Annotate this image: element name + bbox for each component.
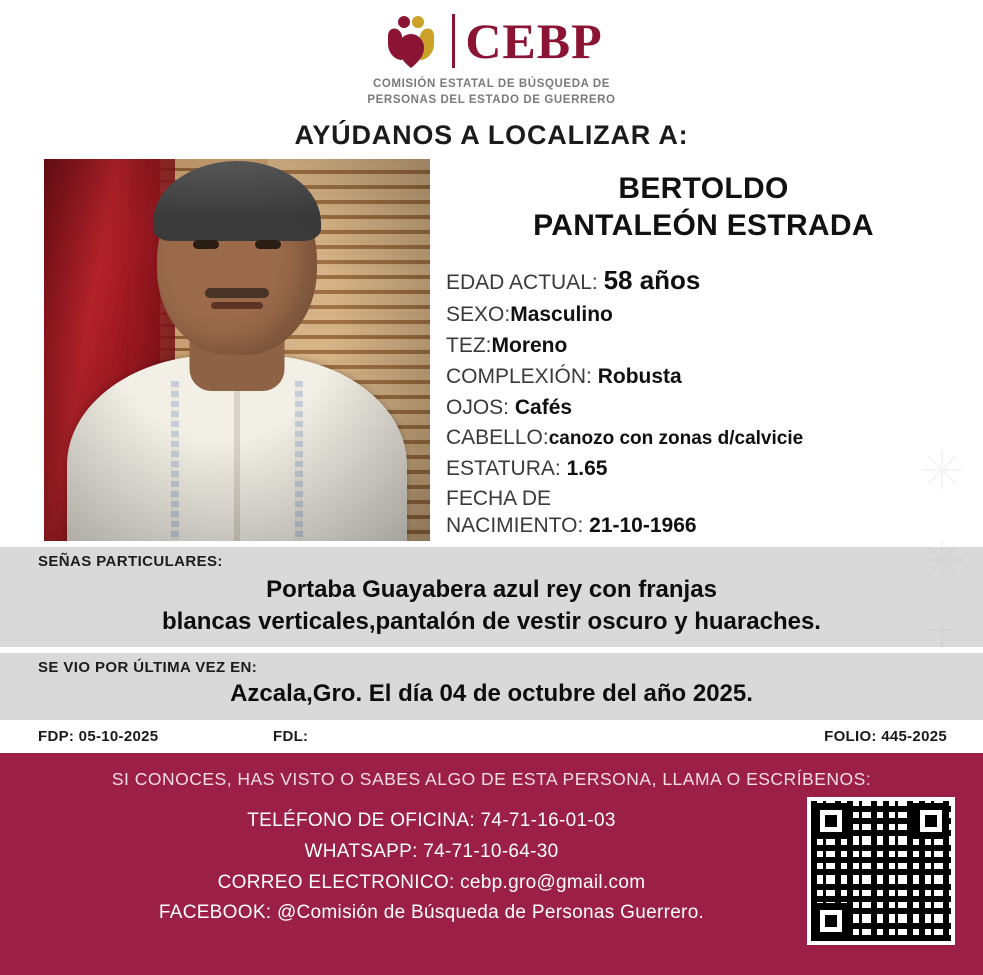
- senas-particulares-line2: blancas verticales,pantalón de vestir oscuro y huaraches.: [162, 607, 821, 635]
- field-complexion: [446, 362, 961, 392]
- field-edad-value: 58 años: [603, 265, 701, 296]
- photo-container: [0, 159, 430, 541]
- field-sexo-label: SEXO:: [446, 303, 511, 327]
- person-name-line2: PANTALEÓN ESTRADA: [533, 208, 874, 242]
- field-cabello-value: canozo con zonas d/calvicie: [548, 428, 804, 450]
- field-complexion-label: COMPLEXIÓN:: [446, 364, 592, 388]
- qr-code-pattern: [811, 801, 951, 941]
- senas-particulares-label: SEÑAS PARTICULARES:: [38, 553, 223, 571]
- last-seen-text: Azcala,Gro. El día 04 de octubre del año 2025.: [230, 680, 753, 708]
- field-fecha-nacimiento: [446, 485, 961, 540]
- field-estatura-value: 1.65: [566, 457, 608, 481]
- field-fecha-value: 21-10-1966: [589, 514, 697, 538]
- person-details: [430, 159, 983, 541]
- footer-cta: SI CONOCES, HAS VISTO O SABES ALGO DE ESTA PERSONA, LLAMA O ESCRÍBENOS:: [111, 769, 872, 790]
- fdl-label: FDL:: [273, 728, 309, 746]
- field-edad-label: EDAD ACTUAL:: [446, 271, 598, 295]
- cebp-logo-icon: [380, 10, 442, 72]
- senas-particulares-text: [0, 570, 983, 637]
- folio-label: FOLIO:: [824, 728, 877, 746]
- field-fecha-label-line1: FECHA DE: [446, 487, 552, 511]
- record-row: [0, 720, 983, 753]
- poster-header: [0, 0, 983, 151]
- field-tez-value: Moreno: [491, 333, 568, 357]
- senas-particulares-band: [0, 547, 983, 647]
- field-ojos-value: Cafés: [514, 395, 573, 419]
- folio-group: [824, 728, 947, 745]
- logo-divider: [452, 14, 455, 68]
- person-name-line1: BERTOLDO: [618, 172, 789, 206]
- field-edad: [446, 262, 961, 299]
- fdl-group: [273, 728, 824, 745]
- field-fecha-label-line2: NACIMIENTO:: [446, 514, 584, 538]
- field-tez-label: TEZ:: [446, 333, 492, 357]
- person-name: [446, 171, 961, 244]
- contact-facebook: FACEBOOK: @Comisión de Búsqueda de Personas Guerrero.: [158, 902, 705, 924]
- field-estatura-label: ESTATURA:: [446, 457, 561, 481]
- logo-subtitle: [0, 77, 983, 108]
- contact-email: CORREO ELECTRONICO: cebp.gro@gmail.com: [217, 871, 646, 893]
- fdp-value: 05-10-2025: [78, 728, 159, 746]
- field-cabello-label: CABELLO:: [446, 426, 549, 450]
- field-sexo: [446, 300, 961, 330]
- field-cabello: [446, 423, 961, 453]
- last-seen-label: SE VIO POR ÚLTIMA VEZ EN:: [38, 659, 258, 677]
- qr-finder-top-left: [813, 803, 849, 839]
- qr-code[interactable]: [807, 797, 955, 945]
- field-ojos: [446, 393, 961, 423]
- contact-phone: TELÉFONO DE OFICINA: 74-71-16-01-03: [247, 810, 616, 832]
- field-tez: [446, 331, 961, 361]
- logo-subtitle-line2: PERSONAS DEL ESTADO DE GUERRERO: [367, 93, 616, 106]
- last-seen-band: [0, 653, 983, 720]
- field-sexo-value: Masculino: [510, 303, 613, 327]
- person-photo: [44, 159, 430, 541]
- logo-subtitle-line1: COMISIÓN ESTATAL DE BÚSQUEDA DE: [372, 78, 611, 90]
- page-title: AYÚDANOS A LOCALIZAR A:: [294, 120, 689, 151]
- contact-whatsapp: WHATSAPP: 74-71-10-64-30: [304, 840, 559, 862]
- fdp-label: FDP:: [38, 728, 75, 746]
- qr-finder-top-right: [913, 803, 949, 839]
- field-complexion-value: Robusta: [597, 364, 682, 388]
- senas-particulares-line1: Portaba Guayabera azul rey con franjas: [266, 576, 717, 604]
- fdp-group: [38, 728, 273, 745]
- folio-value: 445-2025: [881, 728, 947, 746]
- field-ojos-label: OJOS:: [446, 395, 510, 419]
- qr-finder-bottom-left: [813, 903, 849, 939]
- photo-vignette: [44, 159, 430, 541]
- poster-footer: [0, 753, 983, 975]
- poster-body: [0, 151, 983, 541]
- logo-text: CEBP: [465, 13, 603, 69]
- field-estatura: [446, 454, 961, 484]
- logo-row: [0, 10, 983, 72]
